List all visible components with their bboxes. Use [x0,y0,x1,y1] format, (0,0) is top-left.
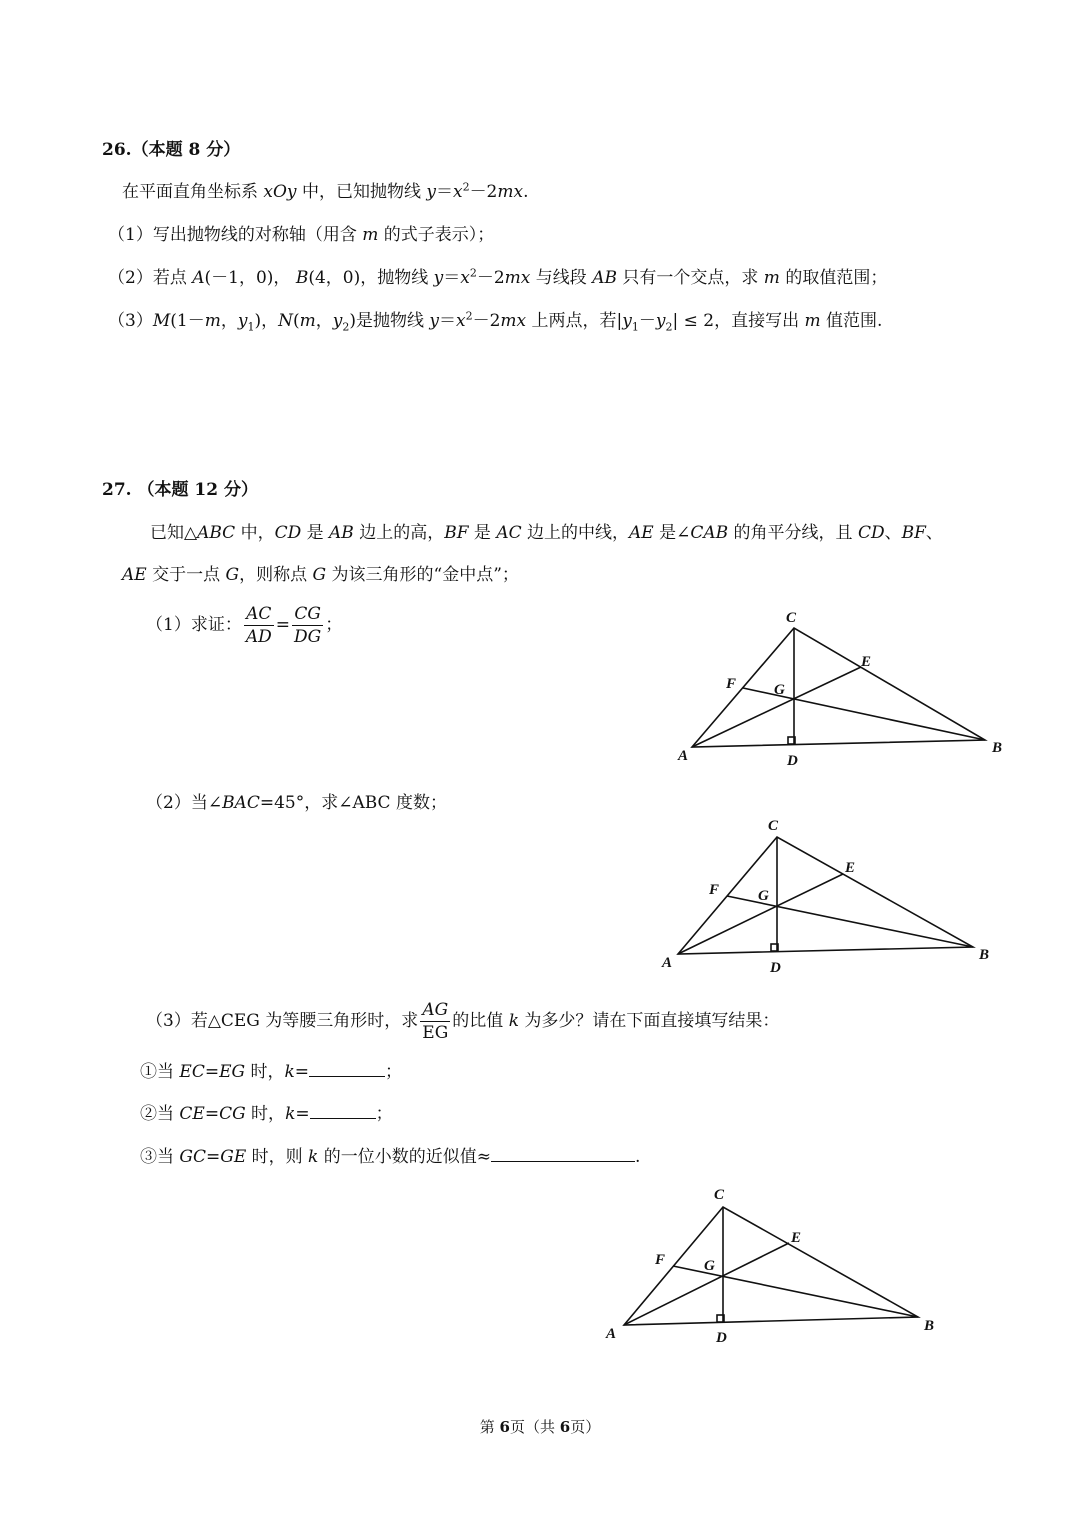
q26-part2: （2）若点 A(－1，0)， B(4，0)，抛物线 $y=x^2-2mx$ 与线段 AB 只有一个交点，求 m 的取值范围； [108,266,888,288]
fig2-label-f: F [709,882,720,898]
answer-blank-1[interactable] [309,1062,385,1077]
q26-part3: （3）M(1－m，$y_1$)，N(m，$y_2$)是抛物线 $y=x^2-2mx$ 上两点，若$|y_1-y_2| \le 2$，直接写出 m 值范围. [108,309,883,334]
q27-intro-line2: AE 交于一点 G，则称点 G 为该三角形的“金中点”； [122,565,519,585]
q26-header: 26.（本题 8 分） [102,140,241,160]
fig1-label-a: A [678,748,689,764]
fig3-label-c: C [714,1187,725,1203]
fig3-label-f: F [655,1252,666,1268]
fraction-ag-eg: $\frac{AG}{EG}$ [422,1000,449,1043]
fig3-label-b: B [924,1318,935,1334]
q27-part3: （3）若△CEG 为等腰三角形时，求 $\frac{AG}{EG}$ 的比值 k 为多少？请在下面直接填写结果： [146,1000,780,1043]
q27-case3: ③当 GC=GE 时，则 k 的一位小数的近似值≈ . [140,1147,641,1167]
triangle-figure-1 [660,600,1020,780]
fig2-label-e: E [845,860,856,876]
q27-part1: （1）求证： $\frac{AC}{AD}$ = $\frac{CG}{DG}$ ； [146,604,343,647]
fig3-label-g: G [704,1258,715,1274]
fig1-label-c: C [786,610,797,626]
q27-part2: （2）当∠BAC=45°，求∠ABC 度数； [146,793,447,813]
triangle-figure-2 [660,812,1020,982]
fig2-label-d: D [770,960,781,976]
fraction-ac-ad: $\frac{AC}{AD}$ [245,604,272,647]
fig2-label-b: B [979,947,990,963]
fig2-label-a: A [662,955,673,971]
fig2-label-g: G [758,888,769,904]
q27-case2: ②当 CE=CG 时，k= ； [140,1104,393,1124]
fig1-label-g: G [774,682,785,698]
triangle-figure-3 [598,1180,958,1355]
q27-intro-line1: 已知△ABC 中，CD 是 AB 边上的高，BF 是 AC 边上的中线，AE 是∠CAB 的角平分线，且 CD、BF、 [150,523,943,543]
fig2-label-c: C [768,818,779,834]
fig1-label-b: B [992,740,1003,756]
page-footer: 第 6页（共 6页） [479,1418,601,1436]
fig1-label-e: E [861,654,872,670]
q26-intro: 在平面直角坐标系 xOy 中，已知抛物线 $y=x^2-2mx$. [122,180,529,202]
fig1-label-d: D [787,753,798,769]
q26-part1: （1）写出抛物线的对称轴（用含 m 的式子表示）； [108,225,495,245]
fig3-label-a: A [606,1326,617,1342]
q27-case1: ①当 EC=EG 时，k= ； [140,1062,403,1082]
fig3-label-e: E [791,1230,802,1246]
answer-blank-2[interactable] [310,1104,376,1119]
fig1-label-f: F [726,676,737,692]
fig3-label-d: D [716,1330,727,1346]
answer-blank-3[interactable] [491,1147,635,1162]
fraction-cg-dg: $\frac{CG}{DG}$ [294,604,322,647]
q27-header: 27. （本题 12 分） [102,480,258,500]
